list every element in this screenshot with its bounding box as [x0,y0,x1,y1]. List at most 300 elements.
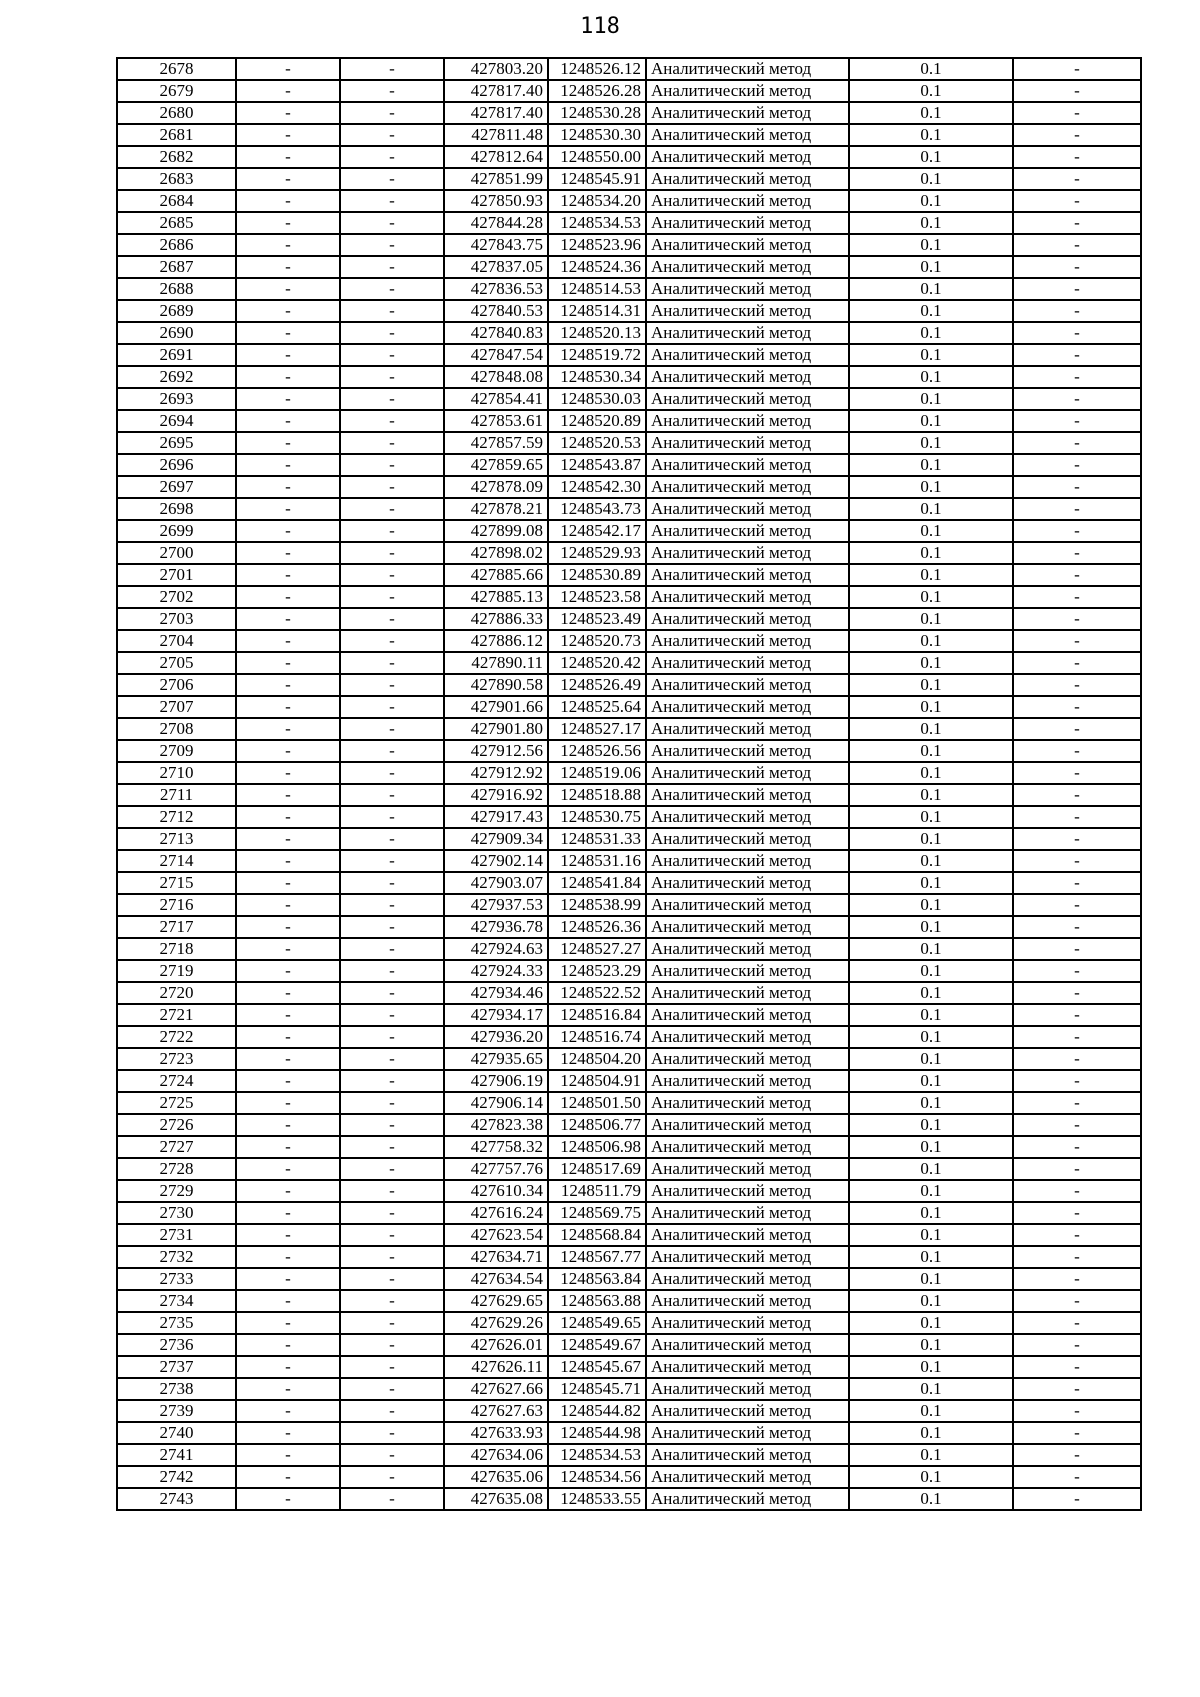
table-row [117,740,1141,762]
empty-cell: - [340,542,444,564]
empty-cell: - [1013,190,1141,212]
method-cell: Аналитический метод [646,1312,849,1334]
empty-cell: - [340,740,444,762]
empty-cell: - [236,322,340,344]
method-cell: Аналитический метод [646,388,849,410]
empty-cell: - [1013,234,1141,256]
empty-cell: - [236,234,340,256]
table-row [117,674,1141,696]
x-coordinate-cell: 427912.92 [444,762,548,784]
table-row [117,234,1141,256]
empty-cell: - [236,432,340,454]
table-row [117,586,1141,608]
empty-cell: - [236,212,340,234]
x-coordinate-cell: 427817.40 [444,102,548,124]
point-number-cell: 2713 [117,828,236,850]
method-cell: Аналитический метод [646,1290,849,1312]
point-number-cell: 2740 [117,1422,236,1444]
point-number-cell: 2730 [117,1202,236,1224]
accuracy-cell: 0.1 [849,1268,1013,1290]
y-coordinate-cell: 1248506.98 [548,1136,646,1158]
empty-cell: - [1013,982,1141,1004]
accuracy-cell: 0.1 [849,410,1013,432]
empty-cell: - [1013,256,1141,278]
point-number-cell: 2708 [117,718,236,740]
x-coordinate-cell: 427917.43 [444,806,548,828]
point-number-cell: 2706 [117,674,236,696]
point-number-cell: 2743 [117,1488,236,1510]
accuracy-cell: 0.1 [849,168,1013,190]
empty-cell: - [236,1070,340,1092]
method-cell: Аналитический метод [646,1070,849,1092]
x-coordinate-cell: 427916.92 [444,784,548,806]
table-row [117,1268,1141,1290]
table-row [117,960,1141,982]
empty-cell: - [340,1400,444,1422]
empty-cell: - [236,102,340,124]
method-cell: Аналитический метод [646,168,849,190]
empty-cell: - [236,1488,340,1510]
method-cell: Аналитический метод [646,1444,849,1466]
x-coordinate-cell: 427878.21 [444,498,548,520]
point-number-cell: 2693 [117,388,236,410]
empty-cell: - [1013,718,1141,740]
point-number-cell: 2717 [117,916,236,938]
point-number-cell: 2685 [117,212,236,234]
empty-cell: - [340,608,444,630]
coordinates-table [116,57,1142,1511]
table-row [117,432,1141,454]
empty-cell: - [1013,146,1141,168]
table-row [117,146,1141,168]
point-number-cell: 2683 [117,168,236,190]
point-number-cell: 2728 [117,1158,236,1180]
table-row [117,322,1141,344]
point-number-cell: 2686 [117,234,236,256]
empty-cell: - [340,630,444,652]
x-coordinate-cell: 427848.08 [444,366,548,388]
table-row [117,168,1141,190]
x-coordinate-cell: 427634.54 [444,1268,548,1290]
x-coordinate-cell: 427936.20 [444,1026,548,1048]
y-coordinate-cell: 1248545.91 [548,168,646,190]
y-coordinate-cell: 1248549.67 [548,1334,646,1356]
method-cell: Аналитический метод [646,1048,849,1070]
empty-cell: - [1013,894,1141,916]
table-row [117,1378,1141,1400]
x-coordinate-cell: 427851.99 [444,168,548,190]
accuracy-cell: 0.1 [849,718,1013,740]
point-number-cell: 2678 [117,58,236,80]
empty-cell: - [236,1334,340,1356]
empty-cell: - [340,146,444,168]
x-coordinate-cell: 427886.33 [444,608,548,630]
empty-cell: - [1013,1334,1141,1356]
y-coordinate-cell: 1248527.27 [548,938,646,960]
method-cell: Аналитический метод [646,630,849,652]
point-number-cell: 2684 [117,190,236,212]
empty-cell: - [1013,696,1141,718]
empty-cell: - [236,718,340,740]
empty-cell: - [1013,1158,1141,1180]
method-cell: Аналитический метод [646,300,849,322]
x-coordinate-cell: 427901.80 [444,718,548,740]
table-row [117,190,1141,212]
empty-cell: - [340,366,444,388]
y-coordinate-cell: 1248531.33 [548,828,646,850]
point-number-cell: 2718 [117,938,236,960]
table-row [117,1202,1141,1224]
empty-cell: - [236,58,340,80]
table-row [117,498,1141,520]
empty-cell: - [236,1224,340,1246]
accuracy-cell: 0.1 [849,454,1013,476]
table-row [117,1444,1141,1466]
table-row [117,894,1141,916]
y-coordinate-cell: 1248538.99 [548,894,646,916]
empty-cell: - [1013,850,1141,872]
y-coordinate-cell: 1248534.53 [548,1444,646,1466]
x-coordinate-cell: 427850.93 [444,190,548,212]
method-cell: Аналитический метод [646,1136,849,1158]
empty-cell: - [1013,102,1141,124]
accuracy-cell: 0.1 [849,784,1013,806]
empty-cell: - [236,256,340,278]
x-coordinate-cell: 427843.75 [444,234,548,256]
accuracy-cell: 0.1 [849,520,1013,542]
y-coordinate-cell: 1248504.20 [548,1048,646,1070]
table-row [117,652,1141,674]
empty-cell: - [1013,388,1141,410]
y-coordinate-cell: 1248516.84 [548,1004,646,1026]
accuracy-cell: 0.1 [849,300,1013,322]
x-coordinate-cell: 427610.34 [444,1180,548,1202]
accuracy-cell: 0.1 [849,1224,1013,1246]
empty-cell: - [1013,300,1141,322]
accuracy-cell: 0.1 [849,432,1013,454]
empty-cell: - [1013,740,1141,762]
accuracy-cell: 0.1 [849,828,1013,850]
method-cell: Аналитический метод [646,718,849,740]
empty-cell: - [236,1378,340,1400]
method-cell: Аналитический метод [646,234,849,256]
accuracy-cell: 0.1 [849,1114,1013,1136]
x-coordinate-cell: 427635.06 [444,1466,548,1488]
empty-cell: - [1013,1466,1141,1488]
point-number-cell: 2722 [117,1026,236,1048]
method-cell: Аналитический метод [646,410,849,432]
point-number-cell: 2694 [117,410,236,432]
accuracy-cell: 0.1 [849,102,1013,124]
empty-cell: - [1013,762,1141,784]
point-number-cell: 2697 [117,476,236,498]
table-row [117,1488,1141,1510]
empty-cell: - [340,564,444,586]
method-cell: Аналитический метод [646,828,849,850]
point-number-cell: 2681 [117,124,236,146]
accuracy-cell: 0.1 [849,938,1013,960]
accuracy-cell: 0.1 [849,1466,1013,1488]
table-row [117,1180,1141,1202]
point-number-cell: 2687 [117,256,236,278]
y-coordinate-cell: 1248526.49 [548,674,646,696]
method-cell: Аналитический метод [646,894,849,916]
y-coordinate-cell: 1248519.06 [548,762,646,784]
empty-cell: - [340,190,444,212]
table-row [117,608,1141,630]
x-coordinate-cell: 427629.26 [444,1312,548,1334]
empty-cell: - [1013,652,1141,674]
empty-cell: - [236,1136,340,1158]
empty-cell: - [340,234,444,256]
empty-cell: - [340,784,444,806]
empty-cell: - [340,1224,444,1246]
coordinates-table-body [117,58,1141,1510]
empty-cell: - [340,718,444,740]
empty-cell: - [340,256,444,278]
empty-cell: - [236,652,340,674]
point-number-cell: 2727 [117,1136,236,1158]
empty-cell: - [236,740,340,762]
y-coordinate-cell: 1248534.20 [548,190,646,212]
method-cell: Аналитический метод [646,960,849,982]
empty-cell: - [340,410,444,432]
empty-cell: - [236,388,340,410]
x-coordinate-cell: 427903.07 [444,872,548,894]
method-cell: Аналитический метод [646,102,849,124]
y-coordinate-cell: 1248529.93 [548,542,646,564]
empty-cell: - [236,520,340,542]
empty-cell: - [340,1356,444,1378]
page-number: 118 [580,14,620,39]
x-coordinate-cell: 427812.64 [444,146,548,168]
empty-cell: - [236,1400,340,1422]
method-cell: Аналитический метод [646,1268,849,1290]
empty-cell: - [340,696,444,718]
empty-cell: - [236,938,340,960]
x-coordinate-cell: 427924.33 [444,960,548,982]
accuracy-cell: 0.1 [849,1422,1013,1444]
empty-cell: - [1013,1092,1141,1114]
empty-cell: - [236,784,340,806]
table-row [117,696,1141,718]
empty-cell: - [340,102,444,124]
empty-cell: - [340,344,444,366]
empty-cell: - [1013,1202,1141,1224]
empty-cell: - [340,1488,444,1510]
empty-cell: - [340,1466,444,1488]
accuracy-cell: 0.1 [849,894,1013,916]
y-coordinate-cell: 1248549.65 [548,1312,646,1334]
y-coordinate-cell: 1248534.53 [548,212,646,234]
point-number-cell: 2679 [117,80,236,102]
method-cell: Аналитический метод [646,520,849,542]
method-cell: Аналитический метод [646,916,849,938]
y-coordinate-cell: 1248545.71 [548,1378,646,1400]
empty-cell: - [340,982,444,1004]
empty-cell: - [236,982,340,1004]
empty-cell: - [236,1466,340,1488]
empty-cell: - [340,388,444,410]
empty-cell: - [340,476,444,498]
x-coordinate-cell: 427803.20 [444,58,548,80]
method-cell: Аналитический метод [646,190,849,212]
empty-cell: - [236,1092,340,1114]
table-row [117,344,1141,366]
method-cell: Аналитический метод [646,850,849,872]
empty-cell: - [1013,1488,1141,1510]
x-coordinate-cell: 427912.56 [444,740,548,762]
empty-cell: - [236,806,340,828]
point-number-cell: 2702 [117,586,236,608]
empty-cell: - [236,498,340,520]
x-coordinate-cell: 427823.38 [444,1114,548,1136]
method-cell: Аналитический метод [646,872,849,894]
y-coordinate-cell: 1248506.77 [548,1114,646,1136]
accuracy-cell: 0.1 [849,850,1013,872]
empty-cell: - [1013,630,1141,652]
x-coordinate-cell: 427906.14 [444,1092,548,1114]
point-number-cell: 2691 [117,344,236,366]
empty-cell: - [340,1290,444,1312]
y-coordinate-cell: 1248541.84 [548,872,646,894]
empty-cell: - [340,1422,444,1444]
empty-cell: - [340,1026,444,1048]
method-cell: Аналитический метод [646,1356,849,1378]
empty-cell: - [236,1444,340,1466]
empty-cell: - [236,564,340,586]
x-coordinate-cell: 427857.59 [444,432,548,454]
table-row [117,454,1141,476]
accuracy-cell: 0.1 [849,212,1013,234]
point-number-cell: 2719 [117,960,236,982]
point-number-cell: 2725 [117,1092,236,1114]
accuracy-cell: 0.1 [849,542,1013,564]
point-number-cell: 2710 [117,762,236,784]
x-coordinate-cell: 427836.53 [444,278,548,300]
method-cell: Аналитический метод [646,1224,849,1246]
accuracy-cell: 0.1 [849,1136,1013,1158]
x-coordinate-cell: 427885.66 [444,564,548,586]
empty-cell: - [236,1048,340,1070]
empty-cell: - [236,1026,340,1048]
point-number-cell: 2699 [117,520,236,542]
x-coordinate-cell: 427937.53 [444,894,548,916]
empty-cell: - [340,872,444,894]
empty-cell: - [1013,1048,1141,1070]
table-row [117,102,1141,124]
accuracy-cell: 0.1 [849,872,1013,894]
method-cell: Аналитический метод [646,586,849,608]
table-row [117,850,1141,872]
accuracy-cell: 0.1 [849,630,1013,652]
table-row [117,718,1141,740]
empty-cell: - [236,850,340,872]
y-coordinate-cell: 1248522.52 [548,982,646,1004]
point-number-cell: 2723 [117,1048,236,1070]
method-cell: Аналитический метод [646,1246,849,1268]
point-number-cell: 2742 [117,1466,236,1488]
empty-cell: - [340,58,444,80]
table-row [117,1312,1141,1334]
y-coordinate-cell: 1248514.31 [548,300,646,322]
empty-cell: - [236,542,340,564]
empty-cell: - [236,608,340,630]
y-coordinate-cell: 1248544.98 [548,1422,646,1444]
table-row [117,1356,1141,1378]
method-cell: Аналитический метод [646,1092,849,1114]
empty-cell: - [340,1334,444,1356]
empty-cell: - [1013,1114,1141,1136]
point-number-cell: 2700 [117,542,236,564]
accuracy-cell: 0.1 [849,256,1013,278]
accuracy-cell: 0.1 [849,234,1013,256]
empty-cell: - [1013,564,1141,586]
point-number-cell: 2703 [117,608,236,630]
accuracy-cell: 0.1 [849,960,1013,982]
table-row [117,938,1141,960]
x-coordinate-cell: 427817.40 [444,80,548,102]
x-coordinate-cell: 427899.08 [444,520,548,542]
accuracy-cell: 0.1 [849,1004,1013,1026]
empty-cell: - [236,168,340,190]
empty-cell: - [236,476,340,498]
y-coordinate-cell: 1248542.17 [548,520,646,542]
x-coordinate-cell: 427906.19 [444,1070,548,1092]
x-coordinate-cell: 427847.54 [444,344,548,366]
empty-cell: - [340,1070,444,1092]
empty-cell: - [340,1202,444,1224]
x-coordinate-cell: 427890.58 [444,674,548,696]
empty-cell: - [236,80,340,102]
y-coordinate-cell: 1248530.75 [548,806,646,828]
empty-cell: - [236,146,340,168]
point-number-cell: 2733 [117,1268,236,1290]
y-coordinate-cell: 1248526.56 [548,740,646,762]
point-number-cell: 2712 [117,806,236,828]
empty-cell: - [1013,960,1141,982]
empty-cell: - [340,212,444,234]
empty-cell: - [1013,498,1141,520]
accuracy-cell: 0.1 [849,1092,1013,1114]
y-coordinate-cell: 1248518.88 [548,784,646,806]
empty-cell: - [1013,454,1141,476]
point-number-cell: 2705 [117,652,236,674]
x-coordinate-cell: 427886.12 [444,630,548,652]
y-coordinate-cell: 1248525.64 [548,696,646,718]
y-coordinate-cell: 1248531.16 [548,850,646,872]
table-row [117,916,1141,938]
empty-cell: - [1013,1136,1141,1158]
empty-cell: - [236,366,340,388]
empty-cell: - [1013,168,1141,190]
point-number-cell: 2721 [117,1004,236,1026]
empty-cell: - [340,894,444,916]
empty-cell: - [236,300,340,322]
method-cell: Аналитический метод [646,564,849,586]
point-number-cell: 2709 [117,740,236,762]
y-coordinate-cell: 1248519.72 [548,344,646,366]
empty-cell: - [236,586,340,608]
empty-cell: - [1013,1400,1141,1422]
table-row [117,762,1141,784]
y-coordinate-cell: 1248526.12 [548,58,646,80]
empty-cell: - [1013,828,1141,850]
table-row [117,784,1141,806]
table-row [117,1400,1141,1422]
table-row [117,1466,1141,1488]
empty-cell: - [1013,916,1141,938]
